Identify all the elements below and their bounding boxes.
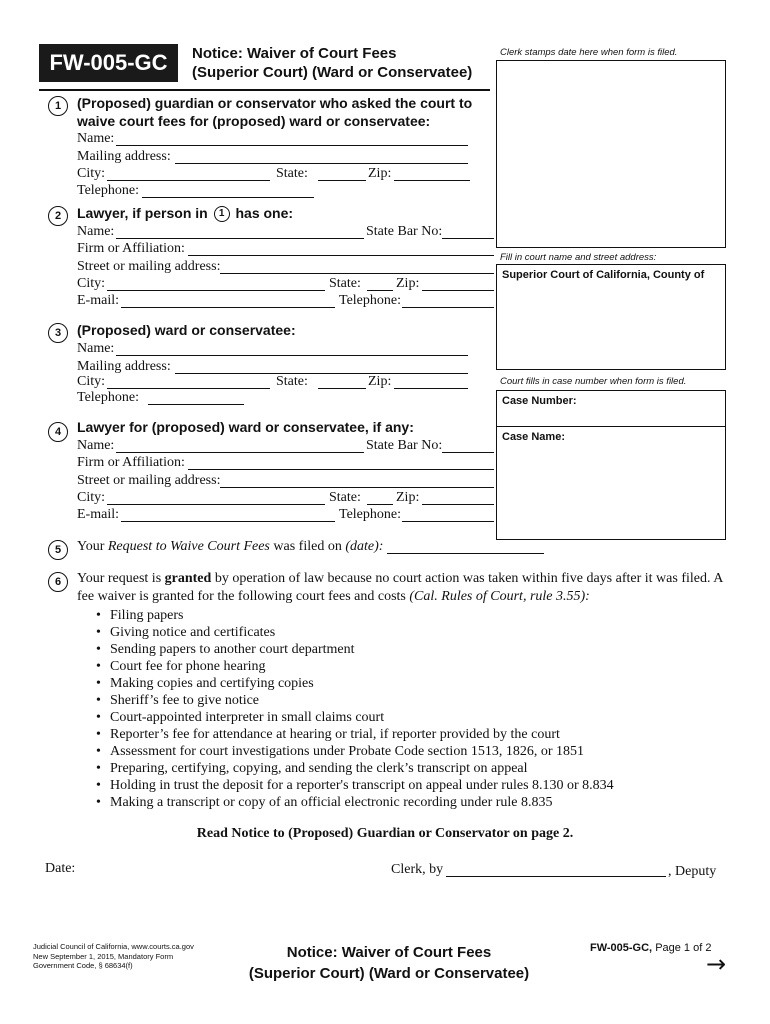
footer-line-1: Judicial Council of California, www.courts.ca.gov [33, 942, 194, 951]
footer-title [224, 942, 554, 984]
footer-line-3: Government Code, § 68634(f) [33, 961, 133, 970]
clerk-stamp-box[interactable] [496, 60, 726, 248]
clerk-signature-field[interactable] [446, 876, 666, 877]
s4-name-field[interactable] [116, 452, 364, 453]
s2-state-bar-field[interactable] [442, 238, 494, 239]
s6-line-1 [77, 570, 727, 588]
section-1-title-line-1: (Proposed) guardian or conservator who asked the court to [77, 95, 473, 111]
list-item: • Making a transcript or copy of an official electronic recording under rule 8.835 [96, 794, 614, 811]
list-item: • Making copies and certifying copies [96, 675, 614, 692]
section-6-number: 6 [48, 572, 68, 592]
s3-city-field[interactable] [107, 388, 270, 389]
case-name-box[interactable] [496, 426, 726, 540]
s6-line-2-a: fee waiver is granted for the following court fees and costs [77, 589, 406, 604]
footer-form-id: FW-005-GC, [590, 942, 653, 954]
s2-firm-label: Firm or Affiliation: [77, 241, 185, 256]
s2-zip-label: Zip: [396, 276, 420, 291]
case-name-label: Case Name: [502, 431, 565, 443]
section-2-title-a: Lawyer, if person in [77, 205, 208, 221]
header-divider [39, 89, 490, 91]
list-item: • Reporter’s fee for attendance at hearing or trial, if reporter provided by the court [96, 726, 614, 743]
notice-line: Read Notice to (Proposed) Guardian or Conservator on page 2. [196, 826, 574, 841]
s4-telephone-label: Telephone: [339, 507, 401, 522]
s5-text-a: Your [77, 539, 105, 554]
s5-text-d: (date): [345, 539, 384, 554]
s5-text-b: Request to Waive Court Fees [107, 539, 270, 554]
list-item: • Court fee for phone hearing [96, 658, 614, 675]
s4-telephone-field[interactable] [402, 521, 494, 522]
s4-state-bar-field[interactable] [442, 452, 494, 453]
s1-telephone-field[interactable] [142, 197, 314, 198]
s1-name-field[interactable] [116, 145, 468, 146]
s3-state-field[interactable] [318, 388, 366, 389]
s3-telephone-field[interactable] [148, 404, 244, 405]
s2-firm-field[interactable] [188, 255, 494, 256]
footer-page-number: Page 1 of 2 [655, 942, 712, 954]
s1-zip-field[interactable] [394, 180, 470, 181]
s4-email-field[interactable] [121, 521, 335, 522]
s2-email-label: E-mail: [77, 293, 119, 308]
next-page-arrow-icon[interactable]: → [706, 950, 727, 978]
s3-mailing-field[interactable] [175, 373, 468, 374]
section-4-title: Lawyer for (proposed) ward or conservatee, if any: [77, 419, 414, 435]
title-line-1: Notice: Waiver of Court Fees [192, 45, 397, 62]
s4-email-label: E-mail: [77, 507, 119, 522]
s2-name-field[interactable] [116, 238, 364, 239]
clerk-stamp-note: Clerk stamps date here when form is filed. [500, 47, 678, 58]
s3-zip-field[interactable] [394, 388, 468, 389]
list-item: • Court-appointed interpreter in small claims court [96, 709, 614, 726]
s4-city-field[interactable] [107, 504, 325, 505]
s2-zip-field[interactable] [422, 290, 494, 291]
footer-title-line-2: (Superior Court) (Ward or Conservatee) [248, 965, 530, 982]
list-item: • Giving notice and certificates [96, 624, 614, 641]
s3-telephone-label: Telephone: [77, 390, 139, 405]
court-name-box[interactable] [496, 264, 726, 370]
s1-mailing-field[interactable] [175, 163, 468, 164]
page-title [192, 44, 472, 82]
s6-line-2-b: (Cal. Rules of Court, rule 3.55): [409, 589, 590, 604]
s4-zip-label: Zip: [396, 490, 420, 505]
section-5-number: 5 [48, 540, 68, 560]
list-item: • Filing papers [96, 607, 614, 624]
section-3-title: (Proposed) ward or conservatee: [77, 322, 296, 338]
list-item: • Sheriff’s fee to give notice [96, 692, 614, 709]
s2-telephone-field[interactable] [402, 307, 494, 308]
title-line-2: (Superior Court) (Ward or Conservatee) [192, 64, 473, 81]
s3-zip-label: Zip: [368, 374, 392, 389]
s4-state-label: State: [329, 490, 361, 505]
s2-state-label: State: [329, 276, 361, 291]
s4-name-label: Name: [77, 438, 115, 453]
s2-street-field[interactable] [220, 273, 494, 274]
section-2-number: 2 [48, 206, 68, 226]
s4-firm-field[interactable] [188, 469, 494, 470]
s6-line-1-a: Your request is [77, 571, 162, 586]
list-item: • Assessment for court investigations under Probate Code section 1513, 1826, or 1851 [96, 743, 614, 760]
s4-state-bar-label: State Bar No: [366, 438, 443, 453]
clerk-label: Clerk, by [391, 862, 444, 877]
s3-city-label: City: [77, 374, 106, 389]
s6-line-2 [77, 588, 727, 606]
fee-waiver-list [96, 607, 614, 811]
case-number-label: Case Number: [502, 395, 577, 407]
s1-state-label: State: [276, 166, 308, 181]
section-2-title-b: has one: [235, 205, 294, 221]
footer-info [33, 942, 194, 971]
section-3-number: 3 [48, 323, 68, 343]
s3-name-field[interactable] [116, 355, 468, 356]
footer-page [590, 942, 711, 954]
list-item: • Sending papers to another court department [96, 641, 614, 658]
s2-street-label: Street or mailing address: [77, 259, 221, 274]
s4-street-field[interactable] [220, 487, 494, 488]
case-number-note: Court fills in case number when form is filed. [500, 376, 687, 387]
case-number-box[interactable] [496, 390, 726, 429]
s4-city-label: City: [77, 490, 106, 505]
s6-line-1-c: by operation of law because no court action was taken within five days after it was filed. A [214, 571, 724, 586]
section-1-title [77, 94, 472, 130]
s2-telephone-label: Telephone: [339, 293, 401, 308]
form-id-badge: FW-005-GC [39, 44, 178, 82]
court-fill-note: Fill in court name and street address: [500, 252, 657, 263]
s4-firm-label: Firm or Affiliation: [77, 455, 185, 470]
court-label: Superior Court of California, County of [502, 269, 705, 281]
s4-street-label: Street or mailing address: [77, 473, 221, 488]
s1-city-field[interactable] [107, 180, 270, 181]
s3-mailing-label: Mailing address: [77, 359, 171, 374]
s1-zip-label: Zip: [368, 166, 392, 181]
date-label: Date: [45, 861, 76, 876]
s2-city-label: City: [77, 276, 106, 291]
section-4-number: 4 [48, 422, 68, 442]
s3-name-label: Name: [77, 341, 115, 356]
s6-granted: granted [164, 571, 212, 586]
s4-state-field[interactable] [367, 504, 393, 505]
s1-city-label: City: [77, 166, 106, 181]
s5-date-field[interactable] [387, 553, 544, 554]
s2-state-bar-label: State Bar No: [366, 224, 443, 239]
s2-city-field[interactable] [107, 290, 325, 291]
section-1-number: 1 [48, 96, 68, 116]
s2-state-field[interactable] [367, 290, 393, 291]
s3-state-label: State: [276, 374, 308, 389]
list-item: • Holding in trust the deposit for a reporter's transcript on appeal under rules 8.130 or 8.834 [96, 777, 614, 794]
s1-state-field[interactable] [318, 180, 366, 181]
section-ref-1: 1 [214, 206, 230, 222]
s4-zip-field[interactable] [422, 504, 494, 505]
list-item: • Preparing, certifying, copying, and sending the clerk’s transcript on appeal [96, 760, 614, 777]
footer-title-line-1: Notice: Waiver of Court Fees [286, 944, 492, 961]
deputy-label: , Deputy [668, 864, 717, 879]
s1-name-label: Name: [77, 131, 115, 146]
footer-line-2: New September 1, 2015, Mandatory Form [33, 951, 174, 961]
section-2-title [77, 204, 293, 222]
section-6-text [77, 570, 727, 606]
s5-text-c: was filed on [273, 539, 342, 554]
s2-email-field[interactable] [121, 307, 335, 308]
section-5-text [77, 539, 383, 555]
section-1-title-line-2: waive court fees for (proposed) ward or conservatee: [77, 113, 431, 129]
s1-mailing-label: Mailing address: [77, 149, 171, 164]
s1-telephone-label: Telephone: [77, 183, 139, 198]
s2-name-label: Name: [77, 224, 115, 239]
